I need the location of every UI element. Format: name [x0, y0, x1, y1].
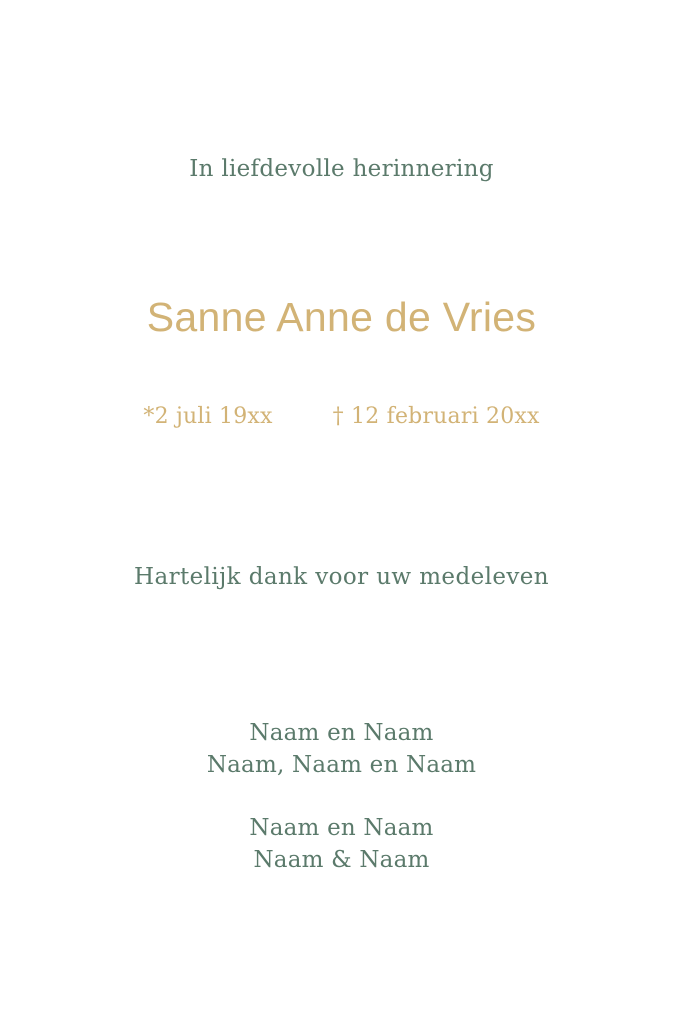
deceased-name: Sanne Anne de Vries [146, 294, 537, 340]
family-names-line-4: Naam & Naam [253, 847, 430, 873]
family-names-line-1: Naam en Naam [249, 720, 434, 746]
thanks-message: Hartelijk dank voor uw medeleven [134, 564, 549, 590]
death-date: † 12 februari 20xx [332, 404, 540, 429]
family-names-line-3: Naam en Naam [249, 815, 434, 841]
birth-date: *2 juli 19xx [143, 404, 273, 429]
life-dates [0, 404, 683, 429]
family-names-line-2: Naam, Naam en Naam [206, 752, 477, 778]
card-heading: In liefdevolle herinnering [189, 156, 494, 182]
